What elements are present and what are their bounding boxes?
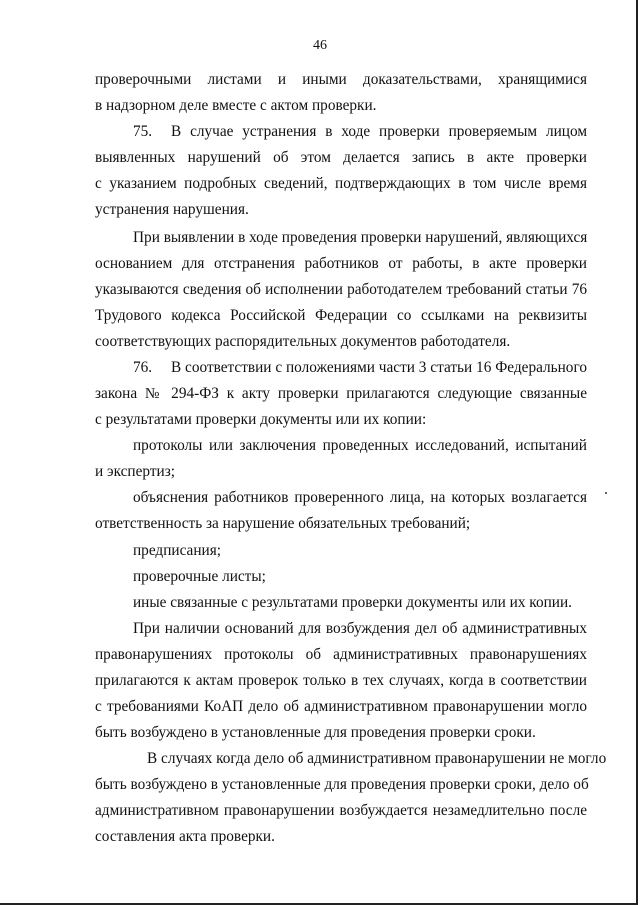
text-line: устранения нарушения. bbox=[95, 201, 249, 218]
page-number: 46 bbox=[313, 38, 327, 53]
text-line: с требованиями КоАП дело об административном правонарушении могло bbox=[95, 698, 587, 715]
text-line: административном правонарушении возбуждается незамедлительно после bbox=[95, 802, 587, 819]
text-line: Трудового кодекса Российской Федерации со ссылками на реквизиты bbox=[95, 307, 587, 324]
text-line: соответствующих распорядительных документов работодателя. bbox=[95, 333, 511, 350]
text-line: ответственность за нарушение обязательных требований; bbox=[95, 515, 471, 532]
list-item: предписания; bbox=[133, 542, 222, 559]
text-line: с результатами проверки документы или их копии: bbox=[95, 411, 427, 428]
text-line: основанием для отстранения работников от работы, в акте проверки bbox=[95, 255, 587, 272]
text-line: и экспертиз; bbox=[95, 463, 176, 480]
text-span: В соответствии с положениями части 3 статьи 16 Федерального bbox=[171, 359, 587, 376]
text-line: составления акта проверки. bbox=[95, 828, 275, 845]
text-line: прилагаются к актам проверок только в тех случаях, когда в соответствии bbox=[95, 672, 587, 689]
list-item: иные связанные с результатами проверки документы или их копии. bbox=[133, 594, 572, 611]
list-item: проверочные листы; bbox=[133, 568, 266, 585]
paragraph-number: 76. bbox=[133, 359, 153, 376]
text-line: При выявлении в ходе проведения проверки нарушений, являющихся bbox=[133, 229, 588, 246]
text-line: проверочными листами и иными доказательствами, хранящимися bbox=[95, 71, 587, 88]
paragraph-76-line bbox=[133, 358, 587, 378]
text-span: В случае устранения в ходе проверки проверяемым лицом bbox=[171, 123, 587, 140]
paragraph-number: 75. bbox=[133, 123, 153, 140]
text-line: с указанием подробных сведений, подтверждающих в том числе время bbox=[95, 175, 587, 192]
text-line: правонарушениях протоколы об административных правонарушениях bbox=[95, 646, 587, 663]
text-line: объяснения работников проверенного лица, на которых возлагается bbox=[133, 489, 587, 506]
scan-speck bbox=[605, 492, 607, 494]
text-line: При наличии оснований для возбуждения дел об административных bbox=[133, 620, 587, 637]
paragraph-75-line bbox=[133, 122, 587, 142]
text-line: в надзорном деле вместе с актом проверки. bbox=[95, 97, 377, 114]
text-line: закона № 294-ФЗ к акту проверки прилагаются следующие связанные bbox=[95, 385, 587, 402]
text-line: быть возбуждено в установленные для проведения проверки сроки. bbox=[95, 724, 536, 741]
text-line: быть возбуждено в установленные для проведения проверки сроки, дело об bbox=[95, 776, 589, 793]
text-line: указываются сведения об исполнении работодателем требований статьи 76 bbox=[95, 281, 587, 298]
text-line: выявленных нарушений об этом делается запись в акте проверки bbox=[95, 149, 587, 166]
text-line: В случаях когда дело об административном правонарушении не могло bbox=[147, 750, 607, 767]
text-line: протоколы или заключения проведенных исследований, испытаний bbox=[133, 437, 587, 454]
